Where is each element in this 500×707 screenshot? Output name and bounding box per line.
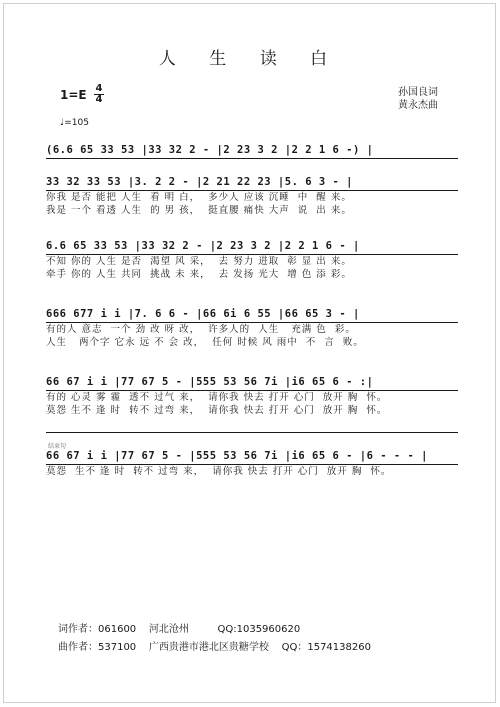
notation-line: 6.6 65 33 53 |33 32 2 - |2 23 3 2 |2 2 1 6 - | xyxy=(46,238,458,255)
lyric-verse-1: 你我 是否 能把 人生 看 明 白， 多少人 应该 沉睡 中 醒 来。 xyxy=(46,192,352,203)
lyric-verse-1: 有的人 意志 一个 劲 改 呀 改， 许多人的 人生 充满 色 彩。 xyxy=(46,324,356,335)
footer-composer: 曲作者：537100 广西贵港市港北区贵糖学校 QQ：1574138260 xyxy=(58,642,371,653)
lyric-verse-2: 牵手 你的 人生 共同 挑战 未 来， 去 发扬 光大 增 色 添 彩。 xyxy=(46,269,352,280)
time-signature-bottom: 4 xyxy=(95,94,103,105)
music-system-2 xyxy=(46,174,458,217)
footer-lyricist: 词作者：061600 河北沧州 QQ:1035960620 xyxy=(58,624,301,635)
lyricist-credit: 孙国良词 xyxy=(398,87,438,98)
lyric-verse-1: 有的 心灵 雾 霾 透不 过气 来， 请你我 快去 打开 心门 放开 胸 怀。 xyxy=(46,392,388,403)
notation-line: 33 32 33 53 |3. 2 2 - |2 21 22 23 |5. 6 3 - | xyxy=(46,174,458,191)
time-signature-top: 4 xyxy=(95,83,103,94)
coda-label: 结束句 xyxy=(48,443,67,450)
music-system-6 xyxy=(46,448,458,478)
coda-marker xyxy=(46,432,458,450)
song-title: 人 生 读 白 xyxy=(158,49,342,69)
notation-line: 66 67 i i |77 67 5 - |555 53 56 7i |i6 65 6 - |6 - - - | xyxy=(46,448,458,465)
time-signature xyxy=(94,84,104,105)
music-system-4 xyxy=(46,306,458,349)
lyric-verse-2: 人生 两个字 它永 远 不 会 改， 任何 时候 风 雨中 不 言 败。 xyxy=(46,337,364,348)
lyric-verse-2: 我是 一个 看透 人生 的 男 孩， 挺直腰 痛快 大声 说 出 来。 xyxy=(46,205,352,216)
notation-line: 666 677 i i |7. 6 6 - |66 6i 6 55 |66 65 3 - | xyxy=(46,306,458,323)
composer-credit: 黄永杰曲 xyxy=(398,100,438,111)
tempo-marking: ♩=105 xyxy=(60,118,89,128)
music-system-1 xyxy=(46,142,458,159)
music-system-3 xyxy=(46,238,458,281)
music-system-5 xyxy=(46,374,458,417)
lyric-verse-1: 莫怨 生不 逢 时 转不 过弯 来， 请你我 快去 打开 心门 放开 胸 怀。 xyxy=(46,466,392,477)
notation-line: 66 67 i i |77 67 5 - |555 53 56 7i |i6 65 6 - :| xyxy=(46,374,458,391)
credits xyxy=(398,86,438,112)
lyric-verse-1: 不知 你的 人生 是否 渴望 风 采， 去 努力 进取 彰 显 出 来。 xyxy=(46,256,352,267)
key-signature: 1=E xyxy=(60,88,87,102)
lyric-verse-2: 莫怨 生不 逢 时 转不 过弯 来， 请你我 快去 打开 心门 放开 胸 怀。 xyxy=(46,405,388,416)
notation-line: (6.6 65 33 53 |33 32 2 - |2 23 3 2 |2 2 1 6 -) | xyxy=(46,142,458,159)
